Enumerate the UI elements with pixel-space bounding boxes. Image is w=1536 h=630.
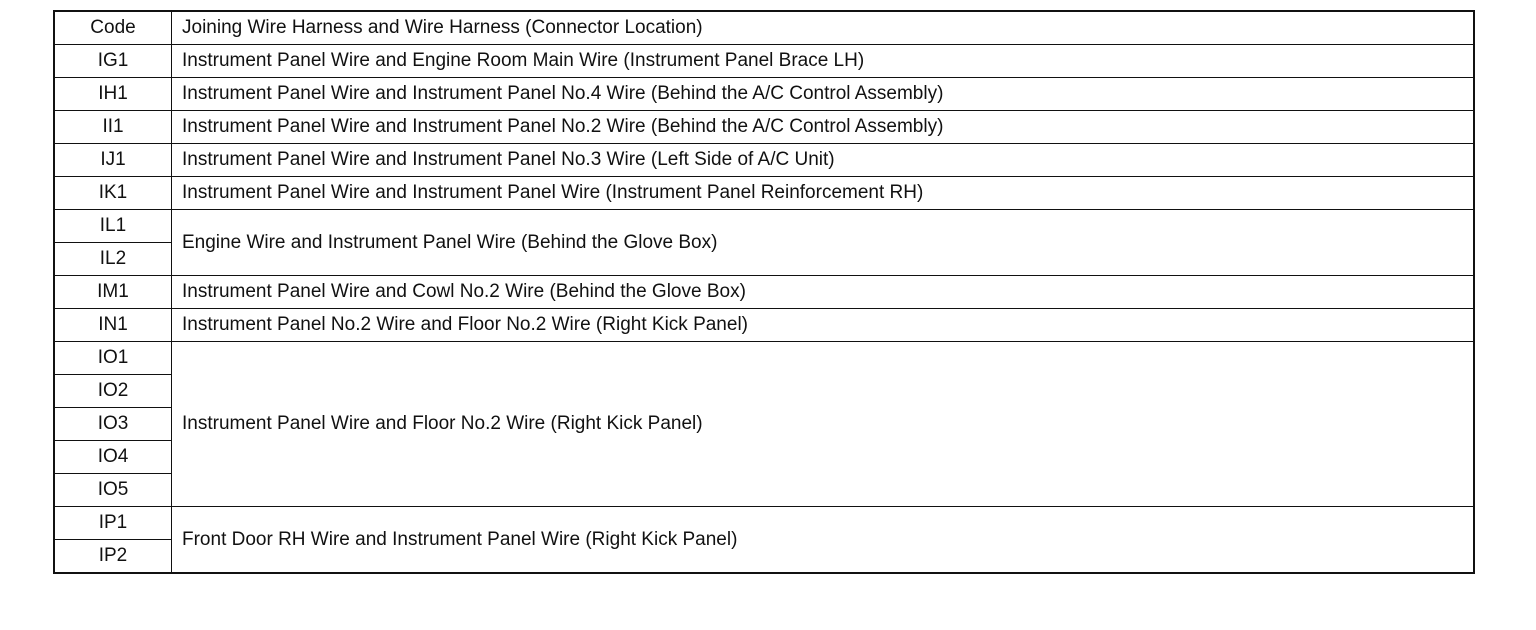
code-cell: IO1 [54,342,172,375]
description-cell: Instrument Panel Wire and Instrument Panel Wire (Instrument Panel Reinforcement RH) [172,177,1475,210]
table-row [54,276,1474,309]
table-row [54,144,1474,177]
code-cell: IK1 [54,177,172,210]
code-cell: IO5 [54,474,172,507]
code-cell: IP1 [54,507,172,540]
description-cell: Instrument Panel No.2 Wire and Floor No.2 Wire (Right Kick Panel) [172,309,1475,342]
table-row [54,78,1474,111]
code-cell: IO3 [54,408,172,441]
code-cell: IP2 [54,540,172,574]
description-cell: Instrument Panel Wire and Instrument Panel No.4 Wire (Behind the A/C Control Assembly) [172,78,1475,111]
header-description: Joining Wire Harness and Wire Harness (Connector Location) [172,11,1475,45]
table-row [54,177,1474,210]
code-cell: IG1 [54,45,172,78]
table-header [54,11,1474,45]
table-row [54,210,1474,243]
table-row [54,507,1474,540]
table-row [54,342,1474,375]
code-cell: IL2 [54,243,172,276]
code-cell: IO4 [54,441,172,474]
description-cell: Instrument Panel Wire and Cowl No.2 Wire (Behind the Glove Box) [172,276,1475,309]
code-cell: IM1 [54,276,172,309]
table-body [54,45,1474,574]
connector-location-table [53,10,1475,574]
description-cell: Instrument Panel Wire and Instrument Panel No.2 Wire (Behind the A/C Control Assembly) [172,111,1475,144]
description-cell: Instrument Panel Wire and Instrument Panel No.3 Wire (Left Side of A/C Unit) [172,144,1475,177]
header-row [54,11,1474,45]
code-cell: IO2 [54,375,172,408]
code-cell: IN1 [54,309,172,342]
table-row [54,111,1474,144]
code-cell: IJ1 [54,144,172,177]
description-cell: Instrument Panel Wire and Engine Room Main Wire (Instrument Panel Brace LH) [172,45,1475,78]
code-cell: IH1 [54,78,172,111]
description-cell: Front Door RH Wire and Instrument Panel Wire (Right Kick Panel) [172,507,1475,574]
table-row [54,45,1474,78]
description-cell: Instrument Panel Wire and Floor No.2 Wire (Right Kick Panel) [172,342,1475,507]
code-cell: IL1 [54,210,172,243]
table-row [54,309,1474,342]
header-code: Code [54,11,172,45]
description-cell: Engine Wire and Instrument Panel Wire (Behind the Glove Box) [172,210,1475,276]
code-cell: II1 [54,111,172,144]
